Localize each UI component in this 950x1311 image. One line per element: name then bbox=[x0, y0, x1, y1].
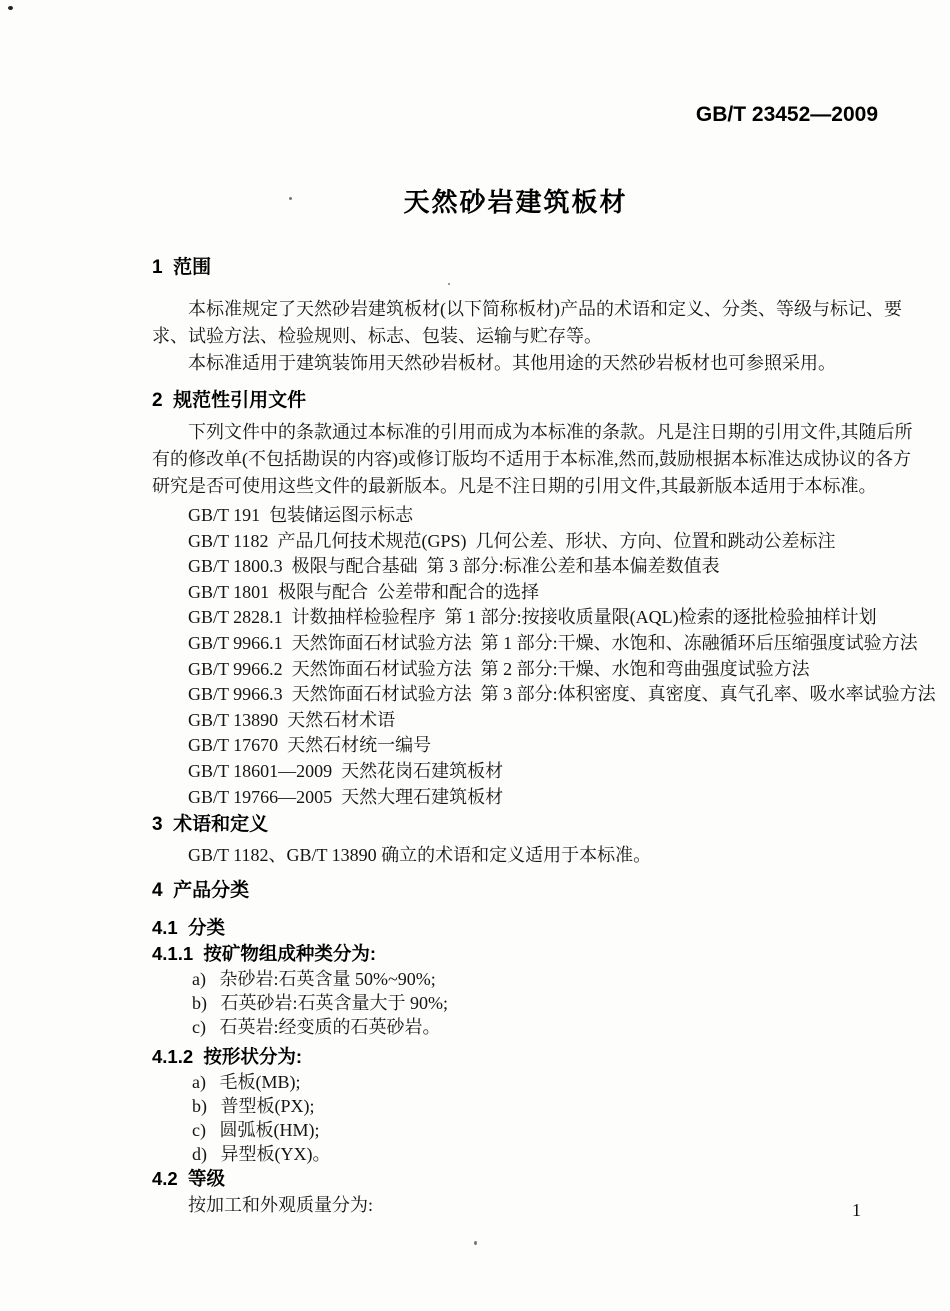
list-item: a) 杂砂岩:石英含量 50%~90%; bbox=[192, 969, 436, 990]
scan-speck bbox=[474, 1241, 477, 1245]
list-item: b) 石英砂岩:石英含量大于 90%; bbox=[192, 993, 448, 1014]
reference-item: GB/T 1182 产品几何技术规范(GPS) 几何公差、形状、方向、位置和跳动公差标注 bbox=[188, 530, 836, 551]
list-item: a) 毛板(MB); bbox=[192, 1072, 301, 1093]
section-4-1-1-heading: 4.1.1 按矿物组成种类分为: bbox=[152, 943, 377, 965]
scan-speck bbox=[8, 6, 13, 10]
reference-item: GB/T 19766—2005 天然大理石建筑板材 bbox=[188, 786, 504, 807]
section-2-intro: 下列文件中的条款通过本标准的引用而成为本标准的条款。凡是注日期的引用文件,其随后所有的修改单(不包括勘误的内容)或修订版均不适用于本标准,然而,鼓励根据本标准达成协议的各方研究是否可使用这些文件的最新版本。凡是不注日期的引用文件,其最新版本适用于本标准。 bbox=[152, 422, 913, 496]
reference-item: GB/T 2828.1 计数抽样检验程序 第 1 部分:按接收质量限(AQL)检索的逐批检验抽样计划 bbox=[188, 607, 877, 628]
scan-speck bbox=[448, 283, 450, 285]
mineral-type-list bbox=[152, 967, 915, 1039]
reference-item: GB/T 9966.3 天然饰面石材试验方法 第 3 部分:体积密度、真密度、真气孔率、吸水率试验方法 bbox=[188, 684, 936, 705]
reference-item: GB/T 9966.2 天然饰面石材试验方法 第 2 部分:干燥、水饱和弯曲强度试验方法 bbox=[188, 658, 810, 679]
section-4-2-paragraph: 按加工和外观质量分为: bbox=[188, 1195, 373, 1216]
section-1-paragraph-1: 本标准规定了天然砂岩建筑板材(以下简称板材)产品的术语和定义、分类、等级与标记、要求、试验方法、检验规则、标志、包装、运输与贮存等。 bbox=[152, 299, 902, 346]
standard-code: GB/T 23452—2009 bbox=[695, 103, 878, 126]
reference-item: GB/T 18601—2009 天然花岗石建筑板材 bbox=[188, 760, 504, 781]
list-item: c) 圆弧板(HM); bbox=[192, 1120, 320, 1141]
document-body bbox=[152, 254, 936, 1219]
reference-list bbox=[152, 503, 936, 810]
page-number: 1 bbox=[852, 1200, 861, 1220]
section-4-2-heading: 4.2 等级 bbox=[152, 1168, 225, 1190]
document-title: 天然砂岩建筑板材 bbox=[403, 187, 628, 217]
reference-item: GB/T 9966.1 天然饰面石材试验方法 第 1 部分:干燥、水饱和、冻融循环后压缩强度试验方法 bbox=[188, 632, 918, 653]
section-4-1-2-heading: 4.1.2 按形状分为: bbox=[152, 1046, 303, 1068]
shape-type-list bbox=[152, 1070, 915, 1166]
reference-item: GB/T 17670 天然石材统一编号 bbox=[188, 735, 432, 756]
list-item: b) 普型板(PX); bbox=[192, 1096, 315, 1117]
section-4-1-heading: 4.1 分类 bbox=[152, 917, 225, 939]
section-1-paragraph-2: 本标准适用于建筑装饰用天然砂岩板材。其他用途的天然砂岩板材也可参照采用。 bbox=[188, 353, 836, 373]
reference-item: GB/T 191 包装储运图示标志 bbox=[188, 505, 414, 525]
section-1-heading: 1 范围 bbox=[152, 257, 212, 278]
section-4-heading: 4 产品分类 bbox=[152, 880, 250, 902]
reference-item: GB/T 13890 天然石材术语 bbox=[188, 709, 396, 730]
reference-item: GB/T 1800.3 极限与配合基础 第 3 部分:标准公差和基本偏差数值表 bbox=[188, 556, 720, 577]
list-item: d) 异型板(YX)。 bbox=[192, 1144, 331, 1165]
section-3-heading: 3 术语和定义 bbox=[152, 814, 269, 836]
section-3-paragraph: GB/T 1182、GB/T 13890 确立的术语和定义适用于本标准。 bbox=[188, 845, 652, 866]
list-item: c) 石英岩:经变质的石英砂岩。 bbox=[192, 1017, 441, 1038]
scan-speck bbox=[289, 197, 292, 200]
reference-item: GB/T 1801 极限与配合 公差带和配合的选择 bbox=[188, 581, 540, 602]
section-2-heading: 2 规范性引用文件 bbox=[152, 390, 307, 411]
